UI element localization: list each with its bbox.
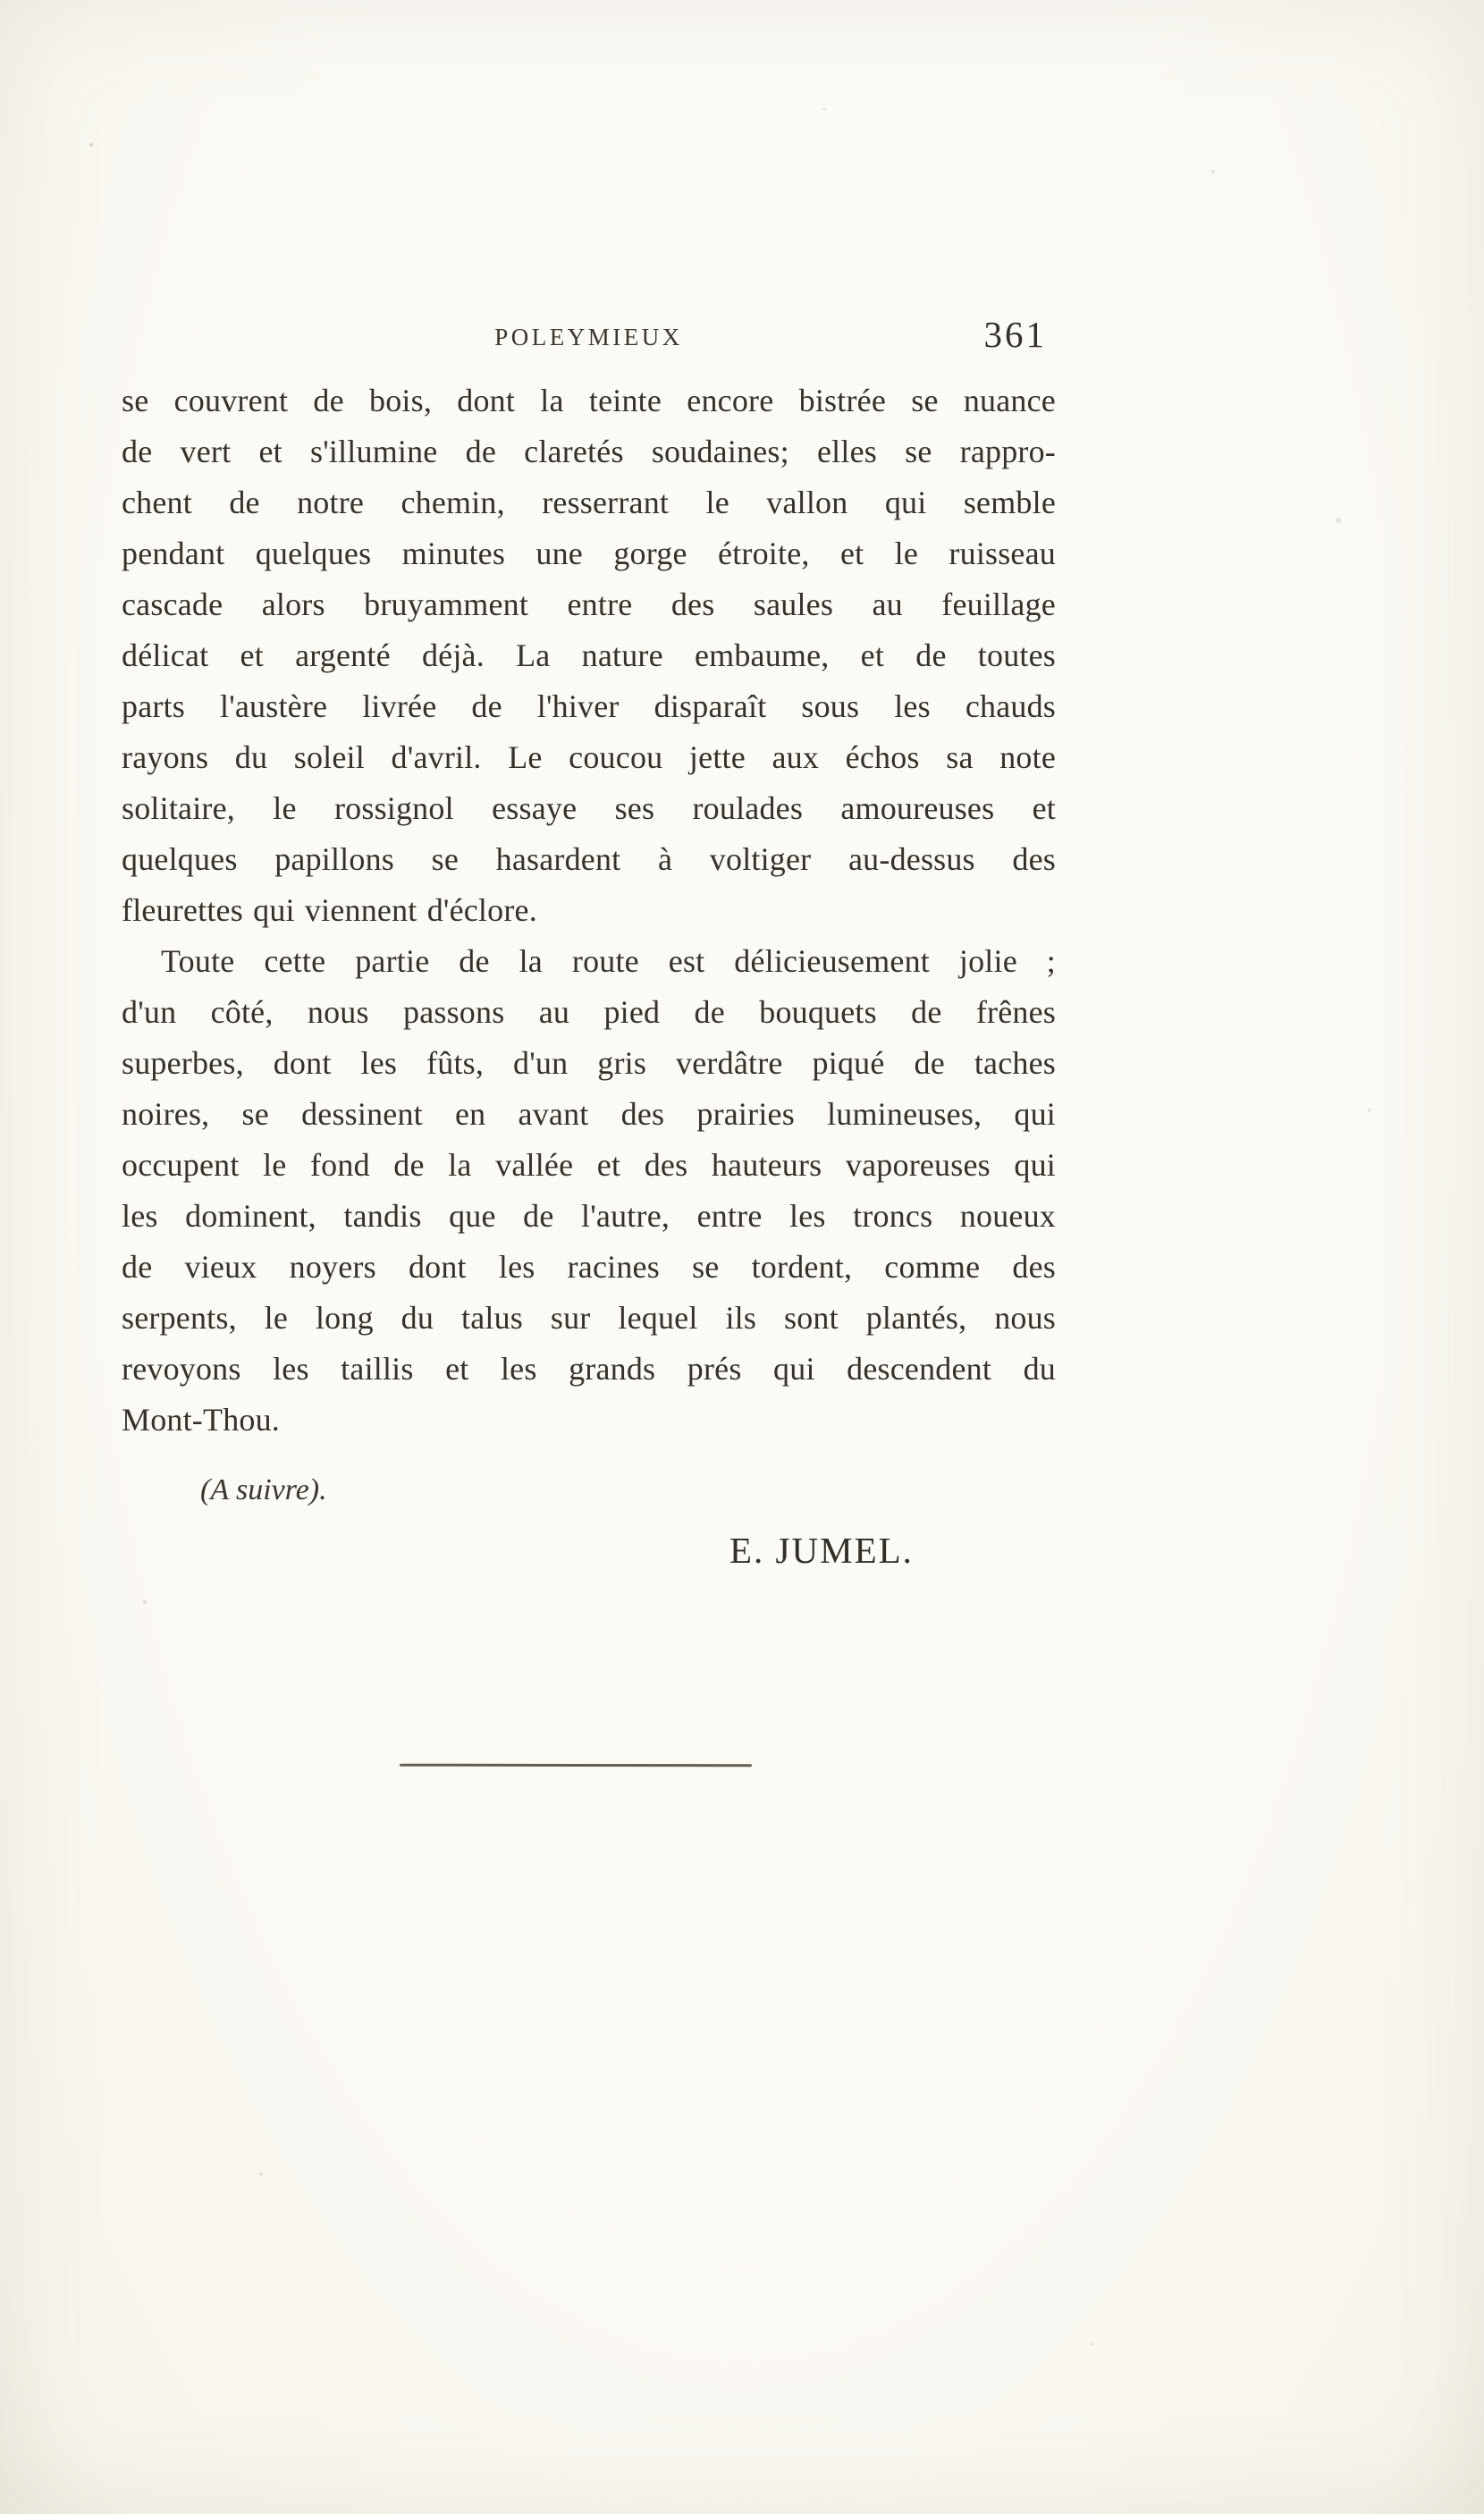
continuation-note: (A suivre). — [200, 1473, 327, 1506]
text-line: les dominent, tandis que de l'autre, entre les troncs noueux — [122, 1198, 1056, 1234]
text-line: parts l'austère livrée de l'hiver disparaît sous les chauds — [122, 688, 1056, 724]
paragraph-2 — [122, 936, 1056, 1446]
text-line: Mont-Thou. — [122, 1402, 280, 1438]
running-header — [122, 314, 1056, 355]
text-line: d'un côté, nous passons au pied de bouquets de frênes — [122, 994, 1056, 1030]
text-line: de vert et s'illumine de claretés soudaines; elles se rappro- — [122, 434, 1056, 469]
chapter-title: POLEYMIEUX — [494, 324, 683, 350]
text-line: chent de notre chemin, resserrant le vallon qui semble — [122, 485, 1056, 520]
text-line: occupent le fond de la vallée et des hauteurs vaporeuses qui — [122, 1147, 1056, 1183]
page-number: 361 — [983, 314, 1047, 355]
text-line: se couvrent de bois, dont la teinte encore bistrée se nuance — [122, 383, 1056, 418]
text-line: délicat et argenté déjà. La nature embaume, et de toutes — [122, 637, 1056, 673]
text-line: Toute cette partie de la route est délicieusement jolie ; — [161, 943, 1056, 979]
body-text — [122, 375, 1056, 1446]
text-line: quelques papillons se hasardent à voltiger au-dessus des — [122, 841, 1056, 877]
author-signature: E. JUMEL. — [729, 1530, 914, 1571]
text-line: cascade alors bruyamment entre des saules au feuillage — [122, 586, 1056, 622]
text-line: de vieux noyers dont les racines se tordent, comme des — [122, 1249, 1056, 1285]
end-rule — [400, 1764, 752, 1767]
text-line: fleurettes qui viennent d'éclore. — [122, 892, 537, 928]
text-line: superbes, dont les fûts, d'un gris verdâtre piqué de taches — [122, 1045, 1056, 1081]
text-line: revoyons les taillis et les grands prés qui descendent du — [122, 1351, 1056, 1387]
text-line: solitaire, le rossignol essaye ses roulades amoureuses et — [122, 790, 1056, 826]
text-line: pendant quelques minutes une gorge étroite, et le ruisseau — [122, 536, 1056, 571]
text-line: serpents, le long du talus sur lequel ils sont plantés, nous — [122, 1300, 1056, 1336]
text-line: rayons du soleil d'avril. Le coucou jette aux échos sa note — [122, 739, 1056, 775]
paragraph-1 — [122, 375, 1056, 936]
text-line: noires, se dessinent en avant des prairies lumineuses, qui — [122, 1096, 1056, 1132]
scan-specks — [89, 143, 93, 147]
